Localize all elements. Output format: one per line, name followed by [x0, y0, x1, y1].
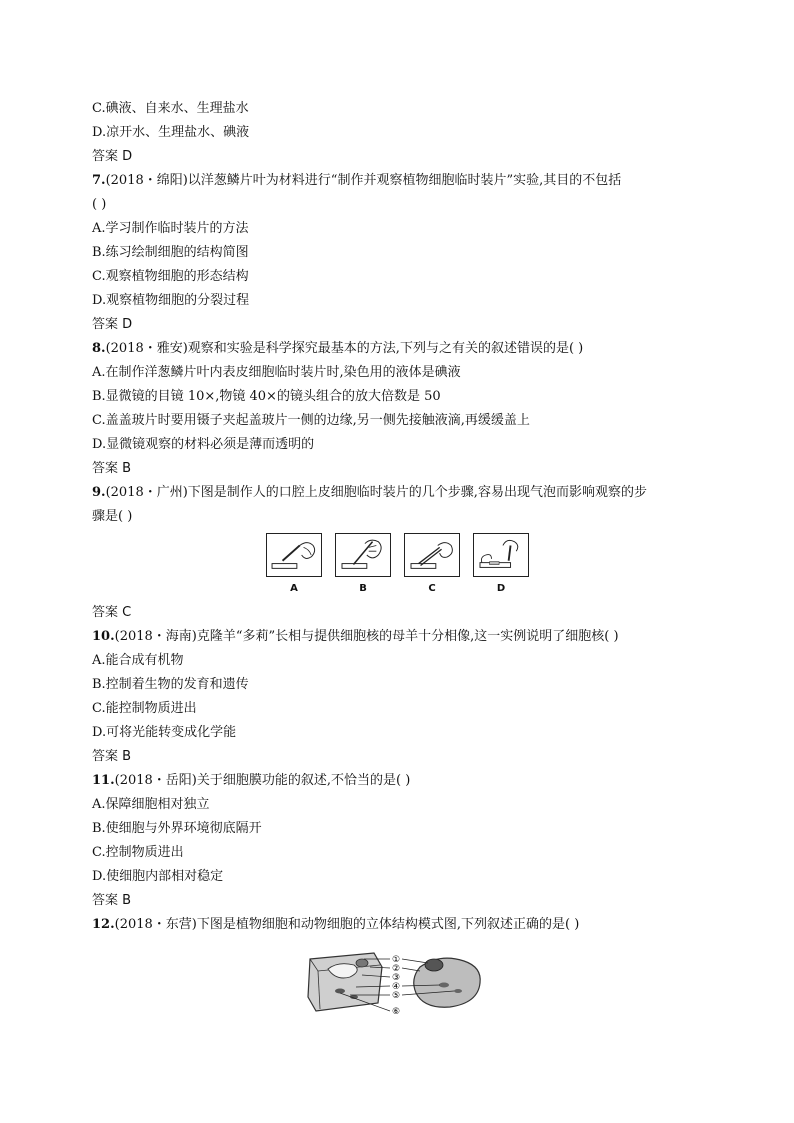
callout-5: ⑤ [391, 991, 401, 1001]
question-text: (2018・海南)克隆羊“多莉”长相与提供细胞核的母羊十分相像,这一实例说明了细胞核( ) [114, 629, 619, 644]
q10-option-d: D.可将光能转变成化学能 [92, 725, 237, 740]
step-a-panel [266, 533, 322, 577]
step-d-label: D [496, 583, 506, 594]
question-text: (2018・广州)下图是制作人的口腔上皮细胞临时装片的几个步骤,容易出现气泡而影响观察的步 [105, 485, 647, 500]
question-12 [92, 916, 579, 934]
q10-option-a: A.能合成有机物 [92, 653, 184, 668]
question-number: 11. [92, 773, 115, 788]
callout-6: ⑥ [391, 1007, 401, 1017]
q8-option-c: C.盖盖玻片时要用镊子夹起盖玻片一侧的边缘,另一侧先接触液滴,再缓缓盖上 [92, 413, 530, 428]
question-number: 9. [92, 485, 106, 500]
question-10 [92, 628, 619, 646]
question-number: 10. [92, 629, 115, 644]
step-c-label: C [428, 583, 436, 594]
callout-1: ① [391, 955, 401, 965]
question-number: 7. [92, 173, 106, 188]
animal-cell-drawing [414, 958, 480, 1007]
step-a-label: A [290, 583, 298, 594]
q8-option-b: B.显微镜的目镜 10×,物镜 40×的镜头组合的放大倍数是 50 [92, 389, 441, 404]
q8-answer: 答案 B [92, 461, 132, 476]
step-d-panel [473, 533, 529, 577]
q7-option-a: A.学习制作临时装片的方法 [92, 221, 249, 236]
question-text: (2018・绵阳)以洋葱鳞片叶为材料进行“制作并观察植物细胞临时装片”实验,其目的不包括 [105, 173, 622, 188]
figure-slide-preparation-steps [266, 533, 530, 599]
question-text: (2018・东营)下图是植物细胞和动物细胞的立体结构模式图,下列叙述正确的是( ) [114, 917, 580, 932]
q7-option-b: B.练习绘制细胞的结构简图 [92, 245, 249, 260]
q11-option-a: A.保障细胞相对独立 [92, 797, 210, 812]
plant-cell-drawing [308, 953, 382, 1011]
step-b-label: B [359, 583, 367, 594]
callout-2: ② [391, 964, 401, 974]
step-b-panel [335, 533, 391, 577]
tweezers-icon [405, 534, 459, 576]
question-8 [92, 340, 583, 358]
q11-option-b: B.使细胞与外界环境彻底隔开 [92, 821, 262, 836]
question-9-cont: 骤是( ) [92, 509, 133, 524]
q11-option-c: C.控制物质进出 [92, 845, 184, 860]
callout-3: ③ [391, 973, 401, 983]
question-7 [92, 172, 621, 190]
callout-4: ④ [391, 982, 401, 992]
q10-answer: 答案 B [92, 749, 132, 764]
q7-option-d: D.观察植物细胞的分裂过程 [92, 293, 250, 308]
answer-prev: 答案 D [92, 149, 133, 164]
q8-option-d: D.显微镜观察的材料必须是薄而透明的 [92, 437, 315, 452]
question-11 [92, 772, 410, 790]
question-text: (2018・雅安)观察和实验是科学探究最基本的方法,下列与之有关的叙述错误的是( ) [105, 341, 584, 356]
q11-option-d: D.使细胞内部相对稳定 [92, 869, 224, 884]
q7-option-c: C.观察植物细胞的形态结构 [92, 269, 249, 284]
dropper-staining-icon [474, 534, 528, 576]
cell-diagram [304, 947, 494, 1019]
option-d-prev: D.凉开水、生理盐水、碘液 [92, 125, 250, 140]
dropper-icon [267, 534, 321, 576]
q7-answer: 答案 D [92, 317, 133, 332]
q9-answer: 答案 C [92, 605, 132, 620]
option-c-prev: C.碘液、自来水、生理盐水 [92, 101, 249, 116]
q8-option-a: A.在制作洋葱鳞片叶内表皮细胞临时装片时,染色用的液体是碘液 [92, 365, 461, 380]
toothpick-icon [336, 534, 390, 576]
step-c-panel [404, 533, 460, 577]
question-text: (2018・岳阳)关于细胞膜功能的叙述,不恰当的是( ) [114, 773, 411, 788]
question-number: 8. [92, 341, 106, 356]
question-7-paren: ( ) [92, 197, 107, 212]
figure-plant-animal-cell [304, 947, 494, 1019]
question-9 [92, 484, 647, 502]
q10-option-c: C.能控制物质进出 [92, 701, 197, 716]
q10-option-b: B.控制着生物的发育和遗传 [92, 677, 249, 692]
q11-answer: 答案 B [92, 893, 132, 908]
question-number: 12. [92, 917, 115, 932]
